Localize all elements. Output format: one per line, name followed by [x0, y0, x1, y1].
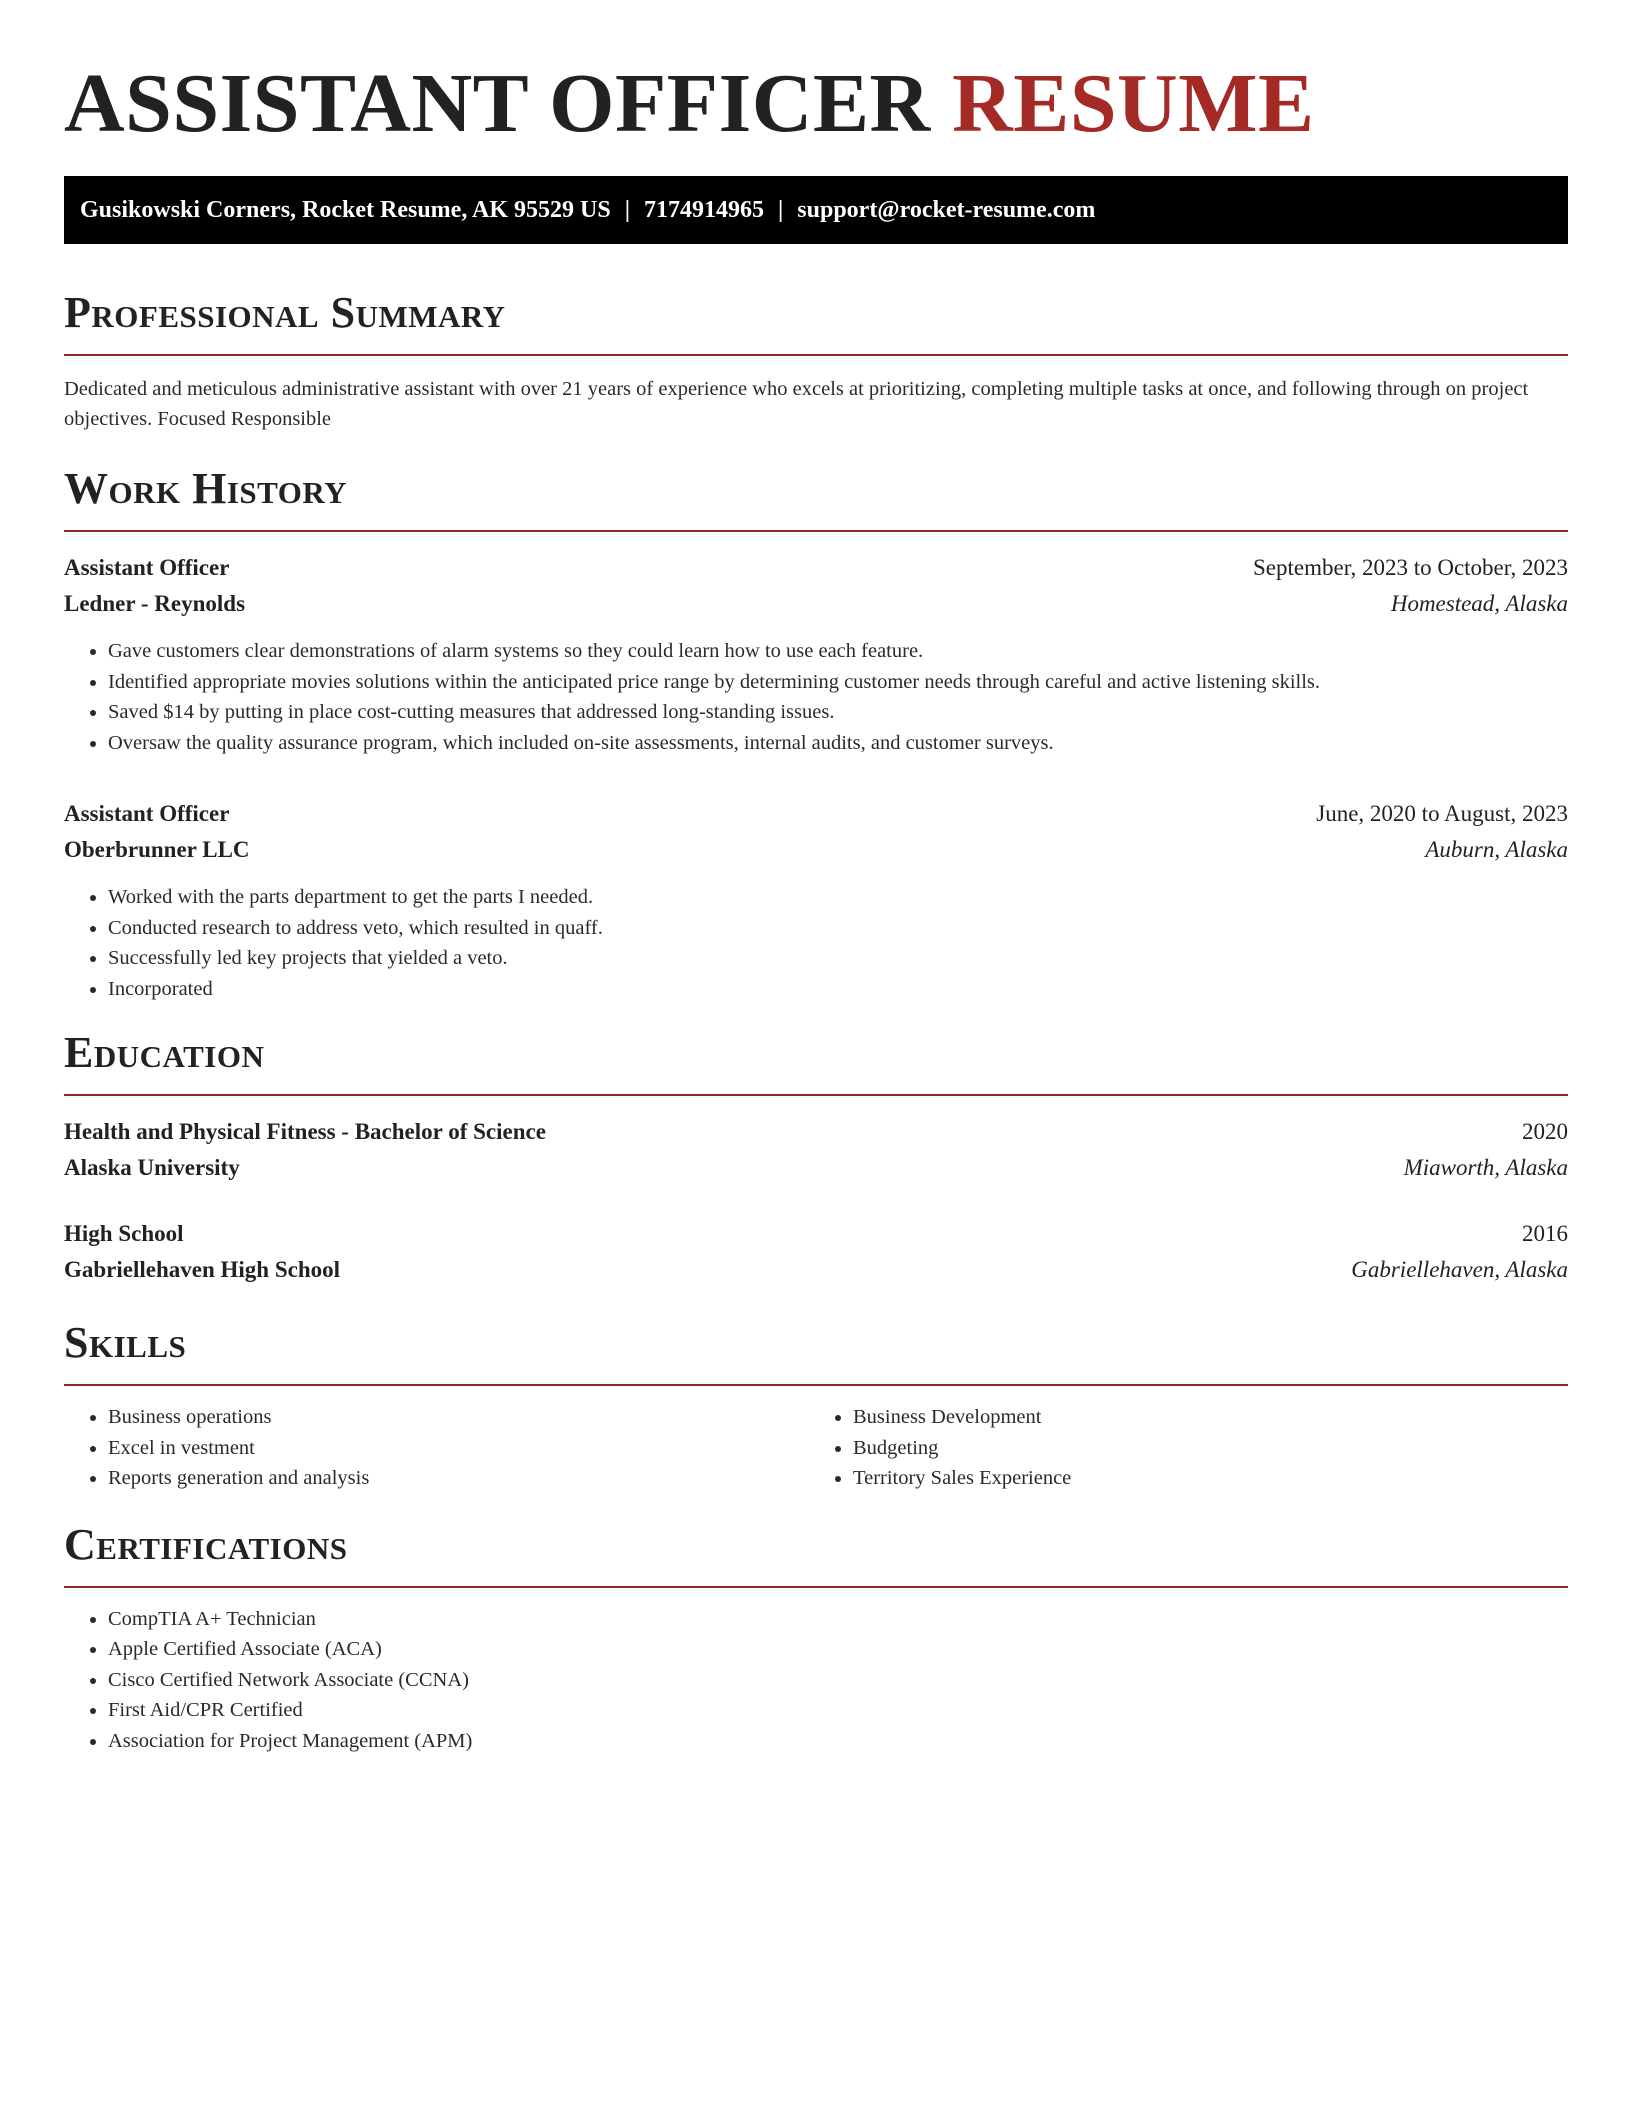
list-item: • Conducted research to address veto, which resulted in quaff. — [108, 913, 1568, 944]
work-heading: Work History — [64, 464, 348, 513]
list-item: • Apple Certified Associate (ACA) — [108, 1634, 1568, 1665]
summary-heading: Professional Summary — [64, 288, 506, 337]
contact-separator: | — [777, 196, 784, 223]
job-bullets — [64, 882, 1568, 1004]
skills-list-right — [823, 1402, 1568, 1494]
list-item: • Reports generation and analysis — [108, 1463, 823, 1494]
education-degree: Health and Physical Fitness - Bachelor of Science — [64, 1119, 546, 1144]
education-entry — [64, 1216, 1568, 1288]
job-header-row — [64, 550, 1568, 586]
job-company-row — [64, 832, 1568, 868]
list-item: • Gave customers clear demonstrations of alarm systems so they could learn how to use each feature. — [108, 636, 1568, 667]
job-company-row — [64, 586, 1568, 622]
list-item: • Worked with the parts department to get the parts I needed. — [108, 882, 1568, 913]
education-location: Gabriellehaven, Alaska — [1351, 1257, 1568, 1282]
job-location: Homestead, Alaska — [1390, 591, 1568, 616]
work-section — [64, 464, 1568, 1004]
education-school: Gabriellehaven High School — [64, 1257, 341, 1282]
list-item: • Cisco Certified Network Associate (CCNA) — [108, 1665, 1568, 1696]
job-bullets — [64, 636, 1568, 758]
list-item: • Saved $14 by putting in place cost-cutting measures that addressed long-standing issues. — [108, 697, 1568, 728]
contact-address: Gusikowski Corners, Rocket Resume, AK 95529 US — [80, 196, 611, 223]
list-item: • Business operations — [108, 1402, 823, 1433]
list-item: • Incorporated — [108, 974, 1568, 1005]
list-item: • CompTIA A+ Technician — [108, 1604, 1568, 1635]
education-entry — [64, 1114, 1568, 1186]
section-divider — [64, 530, 1568, 532]
list-item: • Business Development — [853, 1402, 1568, 1433]
skills-list-left — [64, 1402, 823, 1494]
education-school-row — [64, 1150, 1568, 1186]
education-year: 2020 — [1522, 1119, 1568, 1144]
contact-bar — [64, 176, 1568, 244]
list-item: • Successfully led key projects that yielded a veto. — [108, 943, 1568, 974]
list-item: • Excel in vestment — [108, 1433, 823, 1464]
skills-columns — [64, 1402, 1568, 1494]
title-accent: RESUME — [952, 57, 1315, 150]
list-item: • Identified appropriate movies solutions within the anticipated price range by determining customer needs through careful and active listening skills. — [108, 667, 1568, 698]
job-location: Auburn, Alaska — [1425, 837, 1568, 862]
summary-section — [64, 288, 1568, 434]
resume-title — [64, 0, 1568, 150]
section-divider — [64, 1586, 1568, 1588]
contact-phone: 7174914965 — [643, 196, 764, 223]
job-dates: June, 2020 to August, 2023 — [1316, 801, 1568, 826]
education-section — [64, 1028, 1568, 1288]
education-school-row — [64, 1252, 1568, 1288]
job-company: Oberbrunner LLC — [64, 837, 250, 862]
section-divider — [64, 1384, 1568, 1386]
skills-section — [64, 1318, 1568, 1494]
section-divider — [64, 354, 1568, 356]
section-divider — [64, 1094, 1568, 1096]
title-main: ASSISTANT OFFICER — [64, 57, 931, 150]
job-header-row — [64, 796, 1568, 832]
list-item: • Territory Sales Experience — [853, 1463, 1568, 1494]
job-title: Assistant Officer — [64, 801, 230, 826]
education-header-row — [64, 1216, 1568, 1252]
summary-text: Dedicated and meticulous administrative assistant with over 21 years of experience who excels at prioritizing, completing multiple tasks at once, and following through on project objectives. Focused Responsible — [64, 378, 1529, 430]
skills-heading: Skills — [64, 1318, 187, 1367]
education-school: Alaska University — [64, 1155, 240, 1180]
job-title: Assistant Officer — [64, 555, 230, 580]
list-item: • Association for Project Management (APM) — [108, 1726, 1568, 1757]
contact-separator: | — [624, 196, 630, 223]
education-location: Miaworth, Alaska — [1403, 1155, 1568, 1180]
certifications-heading: Certifications — [64, 1519, 348, 1569]
job-dates: September, 2023 to October, 2023 — [1253, 555, 1568, 580]
education-heading: Education — [64, 1028, 265, 1077]
job-company: Ledner - Reynolds — [64, 591, 246, 616]
job-entry — [64, 796, 1568, 1004]
education-degree: High School — [64, 1221, 184, 1246]
education-year: 2016 — [1522, 1221, 1568, 1246]
certifications-section — [64, 1520, 1568, 1757]
certifications-list — [64, 1604, 1568, 1757]
job-entry — [64, 550, 1568, 758]
list-item: • First Aid/CPR Certified — [108, 1695, 1568, 1726]
list-item: • Oversaw the quality assurance program, which included on-site assessments, internal audits, and customer surveys. — [108, 728, 1568, 759]
list-item: • Budgeting — [853, 1433, 1568, 1464]
education-header-row — [64, 1114, 1568, 1150]
contact-email: support@rocket-resume.com — [797, 196, 1096, 223]
